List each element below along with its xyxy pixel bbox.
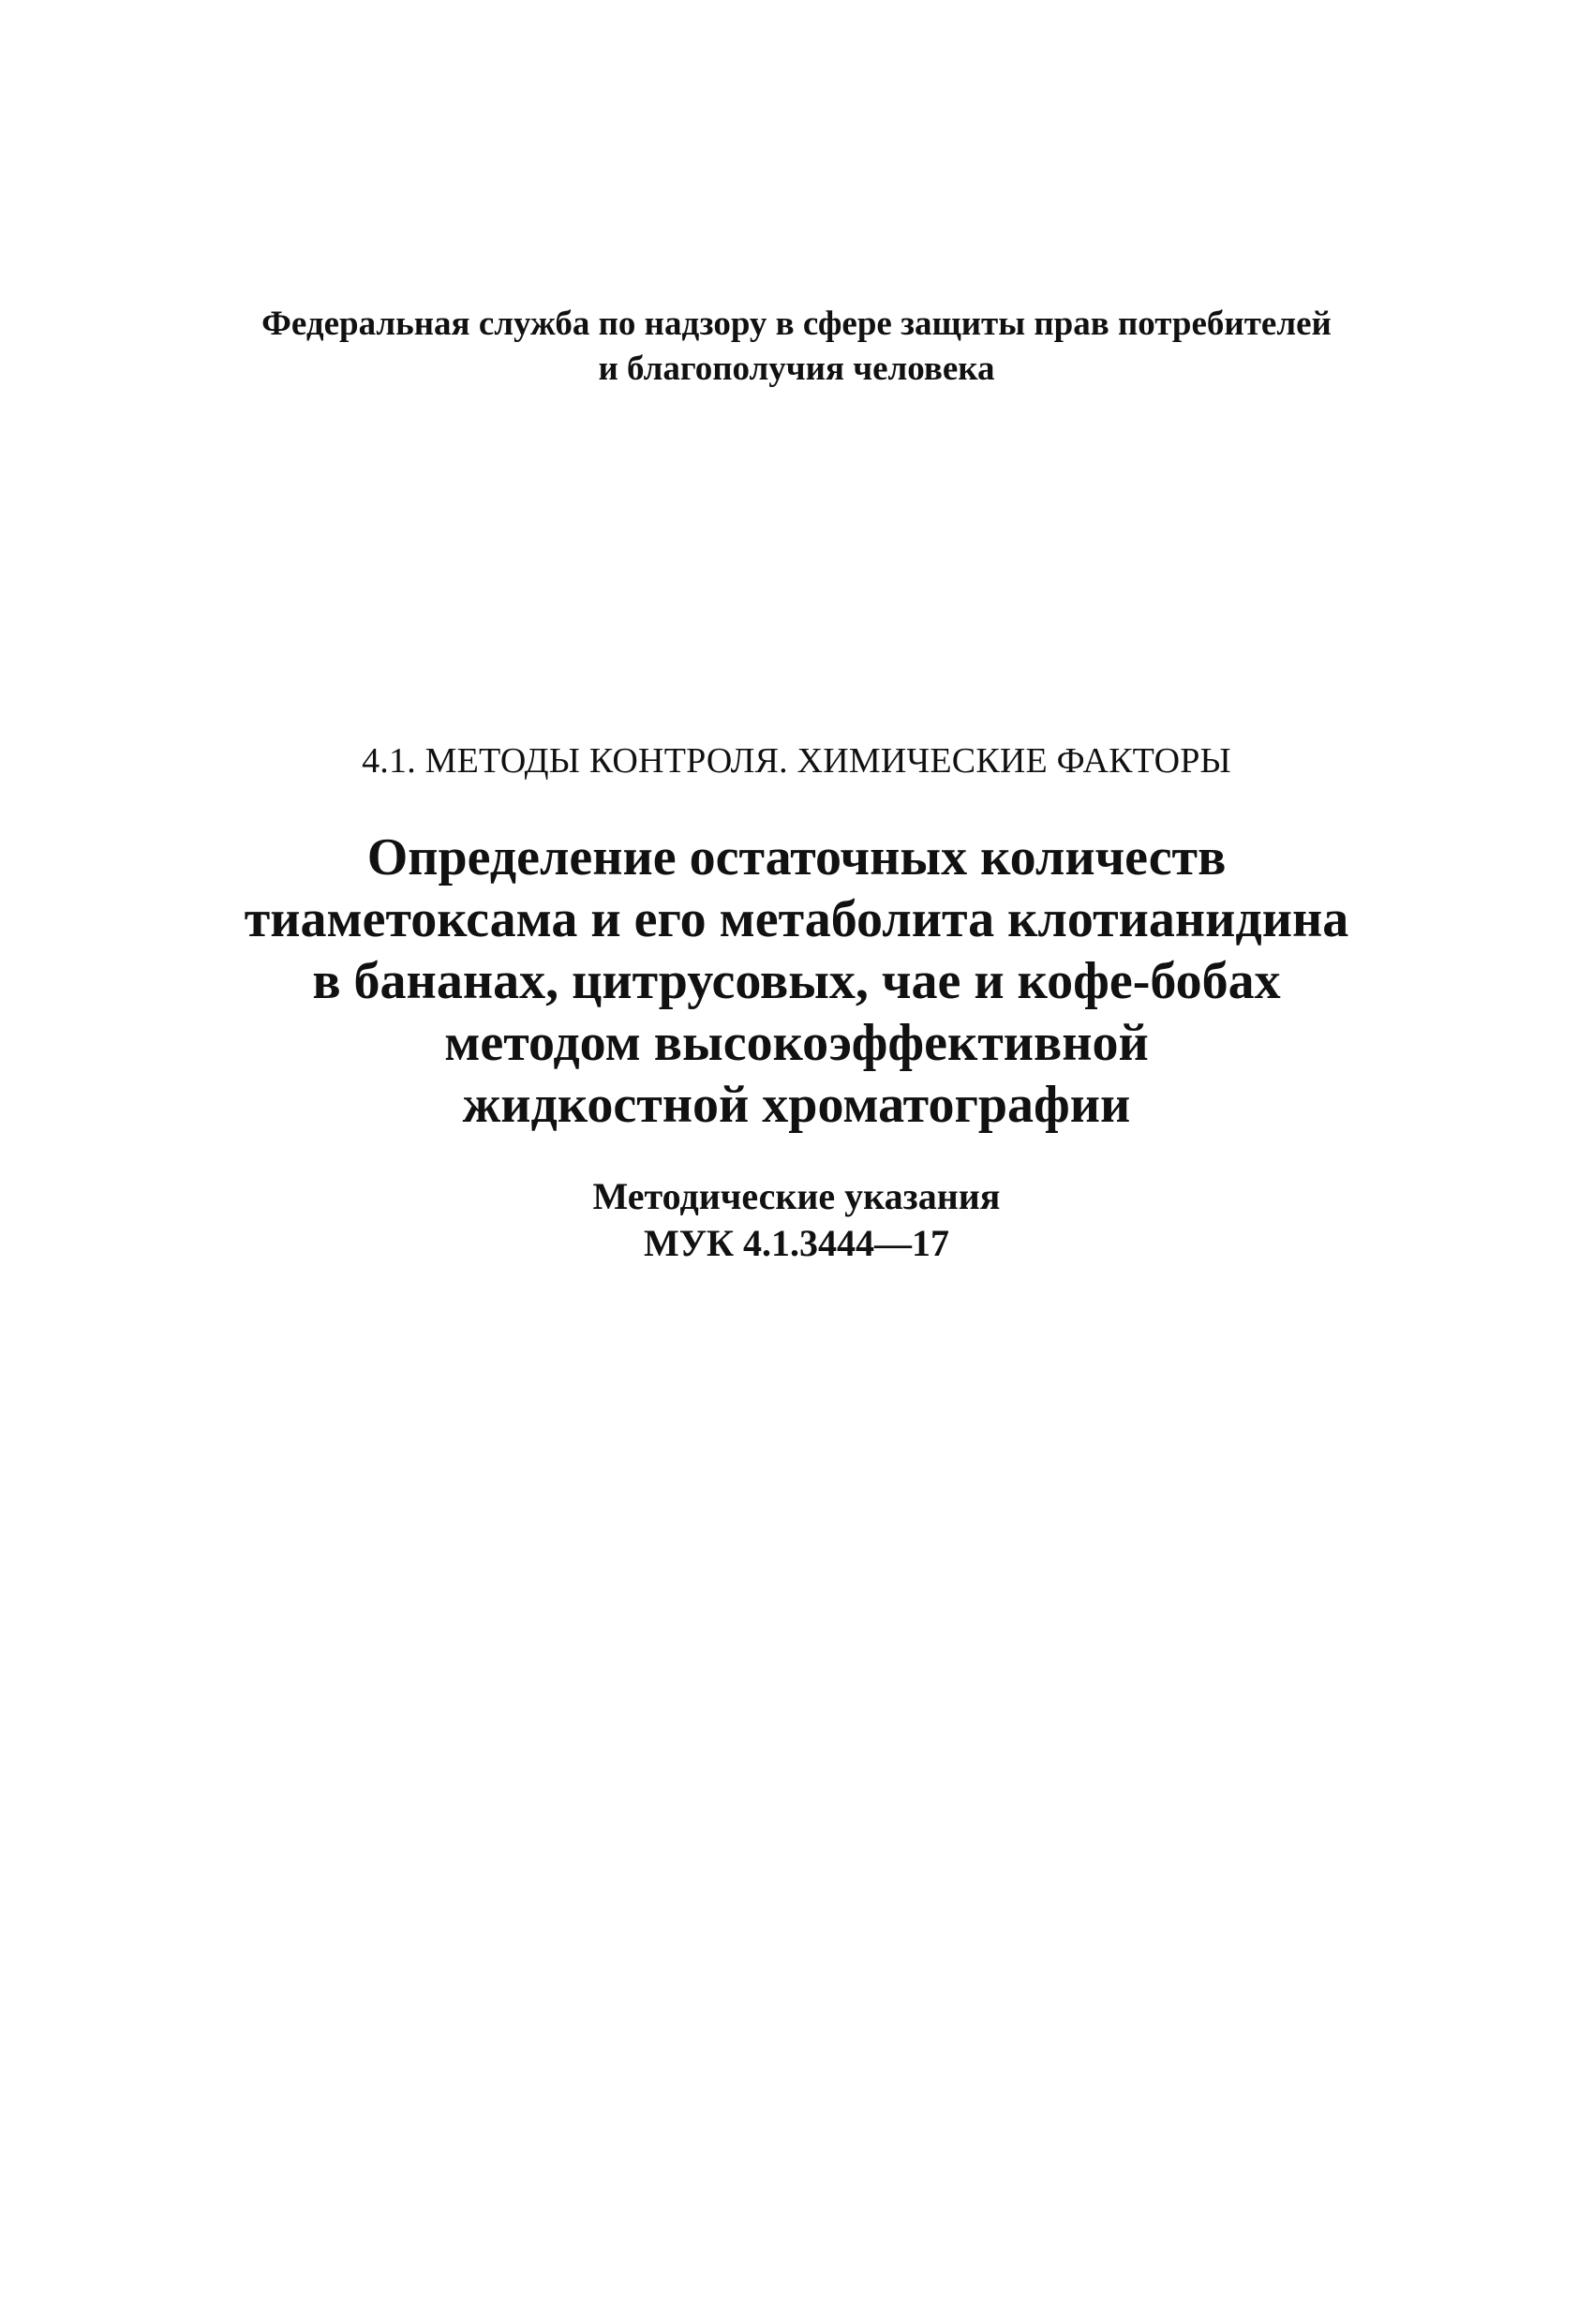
title-line-5: жидкостной хроматографии [462, 1076, 1131, 1134]
title-line-2: тиаметоксама и его метаболита клотианидина [244, 890, 1349, 948]
agency-heading [141, 302, 1452, 392]
title-line-3: в бананах, цитрусовых, чае и кофе-бобах [312, 952, 1281, 1010]
agency-line-1: Федеральная служба по надзору в сфере защиты прав потребителей [261, 305, 1332, 343]
document-code: МУК 4.1.3444—17 [643, 1222, 950, 1264]
title-line-1: Определение остаточных количеств [366, 828, 1227, 886]
document-type [141, 1173, 1452, 1267]
document-type-name: Методические указания [592, 1175, 1001, 1217]
agency-line-2: и благополучия человека [598, 350, 995, 388]
title-line-4: методом высокоэффективной [444, 1014, 1149, 1072]
document-title [141, 827, 1452, 1136]
series-heading: 4.1. МЕТОДЫ КОНТРОЛЯ. ХИМИЧЕСКИЕ ФАКТОРЫ [362, 741, 1231, 781]
